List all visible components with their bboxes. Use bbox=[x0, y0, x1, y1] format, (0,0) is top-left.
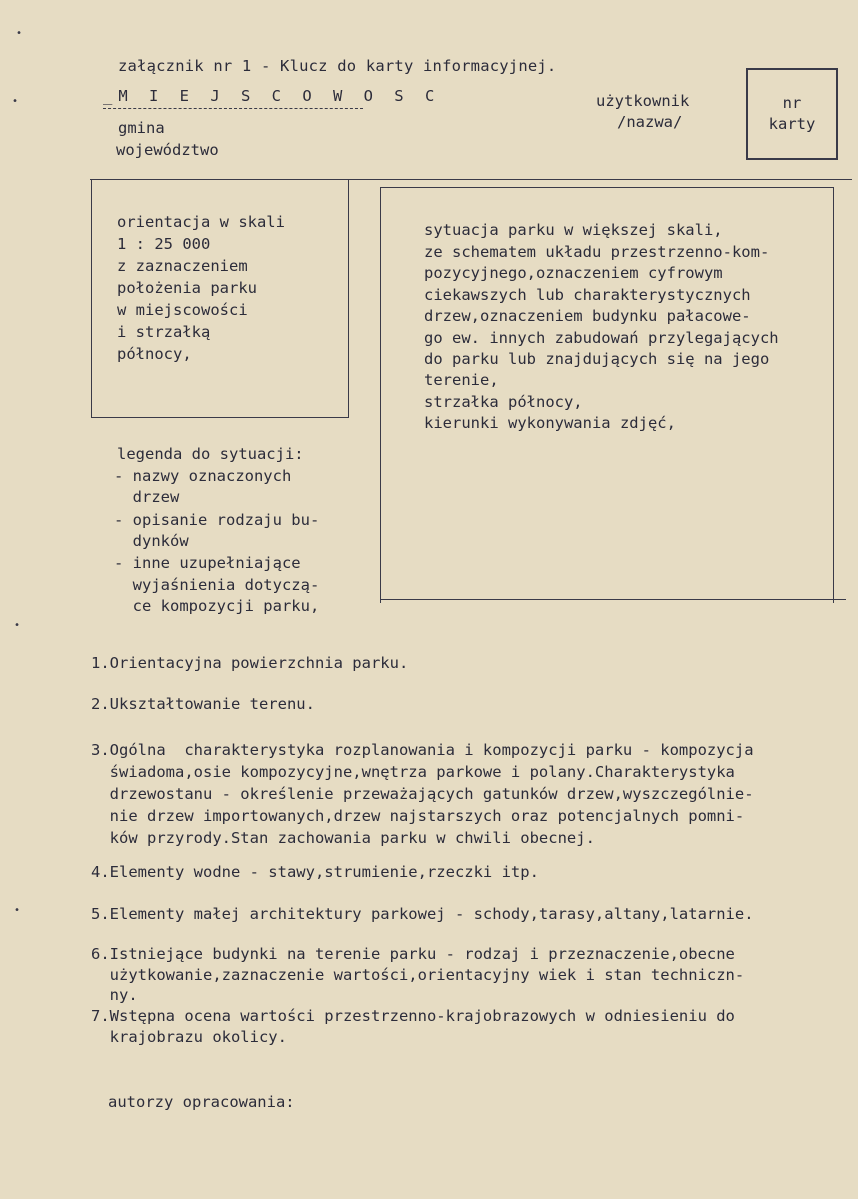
uzytkownik-label: użytkownik bbox=[596, 92, 690, 110]
uzytkownik-nazwa-label: /nazwa/ bbox=[617, 113, 683, 131]
item-6-line-3: ny. bbox=[91, 986, 138, 1004]
schema-line-2: ze schematem układu przestrzenno-kom- bbox=[424, 243, 770, 261]
gmina-label: gmina bbox=[118, 119, 165, 137]
scan-mark-dot: • bbox=[14, 620, 21, 631]
item-6-line-1: 6.Istniejące budynki na terenie parku - rodzaj i przeznaczenie,obecne bbox=[91, 945, 735, 963]
item-3-line-3: drzewostanu - określenie przeważających gatunków drzew,wyszczególnie- bbox=[91, 785, 754, 803]
schema-line-1: sytuacja parku w większej skali, bbox=[424, 221, 723, 239]
scan-mark-dot: • bbox=[12, 96, 19, 107]
miejscowosc-label: _M I E J S C O W O S C bbox=[103, 87, 441, 105]
item-3-line-4: nie drzew importowanych,drzew najstarszych oraz potencjalnych pomni- bbox=[91, 807, 745, 825]
legend-line-7: wyjaśnienia dotyczą- bbox=[114, 576, 320, 594]
legend-line-4: - opisanie rodzaju bu- bbox=[114, 511, 320, 529]
schema-line-9: strzałka północy, bbox=[424, 393, 583, 411]
orientation-line-4: położenia parku bbox=[117, 279, 257, 297]
nr-karty-label-1: nr bbox=[782, 94, 802, 112]
legend-line-5: dynków bbox=[114, 532, 189, 550]
schema-line-4: ciekawszych lub charakterystycznych bbox=[424, 286, 751, 304]
legend-line-8: ce kompozycji parku, bbox=[114, 597, 320, 615]
item-3-line-5: ków przyrody.Stan zachowania parku w chwili obecnej. bbox=[91, 829, 595, 847]
item-4: 4.Elementy wodne - stawy,strumienie,rzeczki itp. bbox=[91, 863, 539, 881]
schema-line-6: go ew. innych zabudowań przylegających bbox=[424, 329, 779, 347]
schema-line-7: do parku lub znajdujących się na jego bbox=[424, 350, 770, 368]
schema-line-3: pozycyjnego,oznaczeniem cyfrowym bbox=[424, 264, 723, 282]
schema-line-10: kierunki wykonywania zdjęć, bbox=[424, 414, 676, 432]
item-3-line-2: świadoma,osie kompozycyjne,wnętrza parkowe i polany.Charakterystyka bbox=[91, 763, 735, 781]
orientation-line-6: i strzałką bbox=[117, 323, 211, 341]
legend-line-1: legenda do sytuacji: bbox=[117, 445, 304, 463]
item-7-line-1: 7.Wstępna ocena wartości przestrzenno-krajobrazowych w odniesieniu do bbox=[91, 1007, 735, 1025]
item-2: 2.Ukształtowanie terenu. bbox=[91, 695, 315, 713]
orientation-line-1: orientacja w skali bbox=[117, 213, 285, 231]
legend-line-3: drzew bbox=[114, 488, 180, 506]
nr-karty-label-2: karty bbox=[768, 115, 816, 133]
item-5: 5.Elementy małej architektury parkowej - schody,tarasy,altany,latarnie. bbox=[91, 905, 754, 923]
item-7-line-2: krajobrazu okolicy. bbox=[91, 1028, 287, 1046]
scan-mark-dot: • bbox=[14, 905, 21, 916]
nr-karty-box bbox=[746, 68, 838, 160]
legend-line-2: - nazwy oznaczonych bbox=[114, 467, 292, 485]
wojewodztwo-label: województwo bbox=[116, 141, 219, 159]
item-1: 1.Orientacyjna powierzchnia parku. bbox=[91, 654, 409, 672]
miejscowosc-underline bbox=[103, 108, 363, 109]
item-3-line-1: 3.Ogólna charakterystyka rozplanowania i kompozycji parku - kompozycja bbox=[91, 741, 754, 759]
item-6-line-2: użytkowanie,zaznaczenie wartości,orientacyjny wiek i stan techniczn- bbox=[91, 966, 745, 984]
orientation-line-3: z zaznaczeniem bbox=[117, 257, 248, 275]
orientation-line-2: 1 : 25 000 bbox=[117, 235, 211, 253]
scan-mark-dot: • bbox=[16, 28, 23, 39]
schema-line-5: drzew,oznaczeniem budynku pałacowe- bbox=[424, 307, 751, 325]
orientation-line-7: północy, bbox=[117, 345, 192, 363]
document-title: załącznik nr 1 - Klucz do karty informacyjnej. bbox=[118, 57, 557, 75]
authors-label: autorzy opracowania: bbox=[108, 1093, 295, 1111]
legend-line-6: - inne uzupełniające bbox=[114, 554, 301, 572]
schema-line-8: terenie, bbox=[424, 371, 499, 389]
orientation-line-5: w miejscowości bbox=[117, 301, 248, 319]
